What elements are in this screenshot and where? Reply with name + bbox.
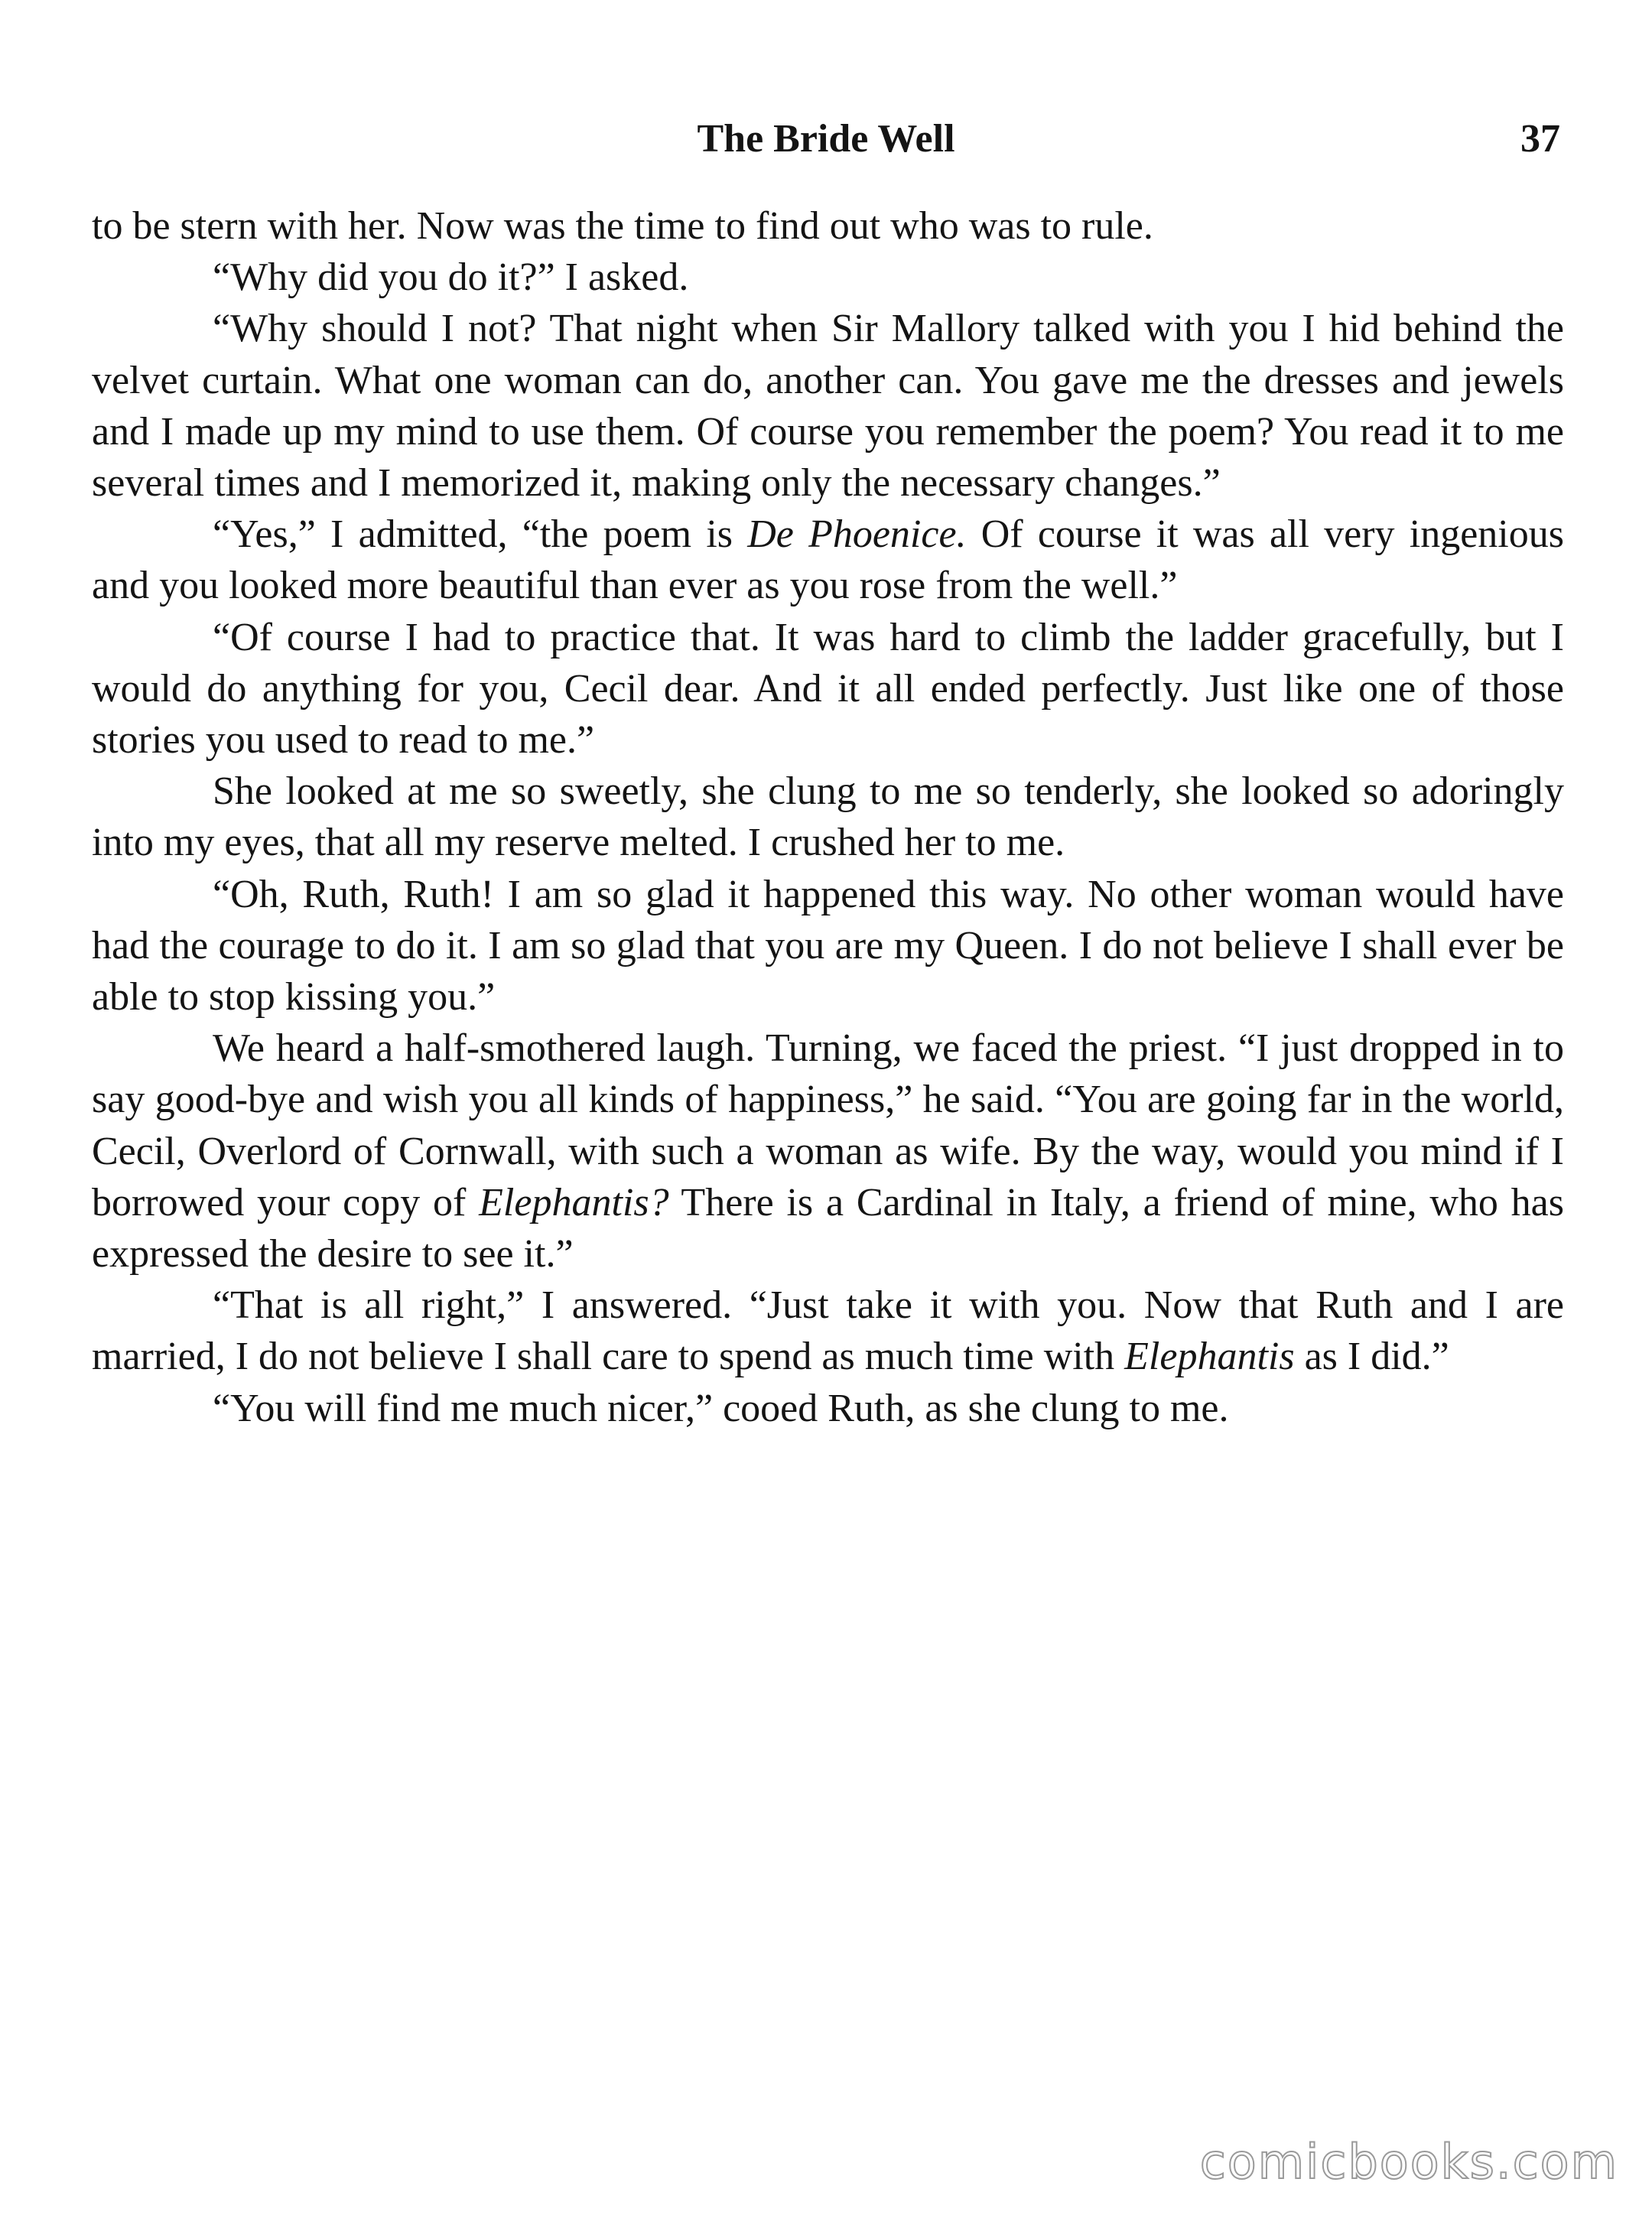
paragraph xyxy=(92,509,1564,611)
paragraph-text: “Of course I had to practice that. It was hard to climb the ladder gracefully, but I would do anything for you, Cecil dear. And it all ended perfectly. Just like one of those stories you used to read to me.” xyxy=(92,615,1564,763)
paragraph xyxy=(92,869,1564,1023)
paragraph-text: “Why should I not? That night when Sir Mallory talked with you I hid behind the velvet curtain. What one woman can do, another can. You gave me the dresses and jewels and I made up my mind to use them. Of course you remember the poem? You read it to me several times and I memorized it, making only the necessary changes.” xyxy=(92,307,1564,506)
paragraph-text: “Why did you do it?” I asked. xyxy=(213,255,689,300)
page-header xyxy=(0,116,1652,170)
paragraph xyxy=(92,1280,1564,1382)
paragraph-text: to be stern with her. Now was the time to find out who was to rule. xyxy=(92,204,1153,248)
paragraph-text: There is a Cardinal in Italy, a friend of mine, who has expressed the desire to see it.” xyxy=(92,1180,1564,1276)
paragraph-text: as I did.” xyxy=(1294,1335,1449,1379)
italic-title: Elephantis xyxy=(1124,1335,1295,1379)
paragraph xyxy=(92,766,1564,868)
paragraph xyxy=(92,1023,1564,1280)
paragraph-text: “That is all right,” I answered. “Just take it with you. Now that Ruth and I are married, I do not believe I shall care to spend as much time with xyxy=(92,1283,1564,1379)
paragraph-text: “You will find me much nicer,” cooed Ruth, as she clung to me. xyxy=(213,1386,1229,1430)
paragraph xyxy=(92,200,1564,252)
body-text xyxy=(92,200,1564,1434)
paragraph xyxy=(92,252,1564,303)
paragraph xyxy=(92,1383,1564,1434)
paragraph-text: We heard a half-smothered laugh. Turning, we faced the priest. “I just dropped in to say good-bye and wish you all kinds of happiness,” he said. “You are going far in the world, Cecil, Overlord of Cornwall, with such a woman as wife. By the way, would you mind if I borrowed your copy of xyxy=(92,1026,1564,1224)
page-number: 37 xyxy=(1520,117,1560,161)
paragraph xyxy=(92,612,1564,766)
italic-title: Elephantis? xyxy=(479,1180,669,1224)
running-title: The Bride Well xyxy=(697,117,955,161)
paragraph-text: She looked at me so sweetly, she clung to me so tenderly, she looked so adoringly into my eyes, that all my reserve melted. I crushed her to me. xyxy=(92,769,1564,865)
paragraph-text: “Yes,” I admitted, “the poem is xyxy=(213,512,748,557)
paragraph-text: Of course it was all very ingenious and you looked more beautiful than ever as you rose from the well.” xyxy=(92,512,1564,608)
paragraph-text: “Oh, Ruth, Ruth! I am so glad it happened this way. No other woman would have had the courage to do it. I am so glad that you are my Queen. I do not believe I shall ever be able to stop kissing you.” xyxy=(92,872,1564,1020)
watermark: comicbooks.com xyxy=(1199,2134,1618,2190)
italic-title: De Phoenice. xyxy=(747,512,967,557)
paragraph xyxy=(92,303,1564,509)
